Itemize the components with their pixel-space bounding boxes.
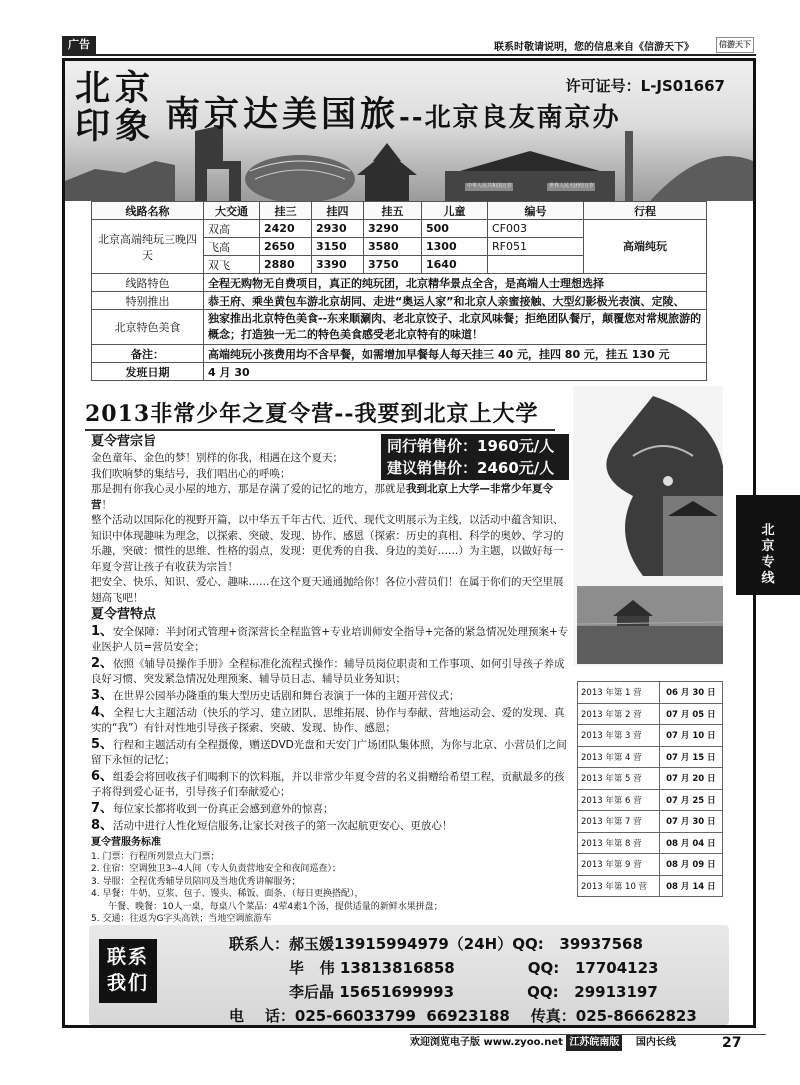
th-route: 线路名称 bbox=[92, 202, 204, 220]
logo-char: 印 bbox=[75, 106, 111, 147]
footer-section: 国内长线 bbox=[635, 1037, 676, 1048]
date-label: 2013 年第 4 营 bbox=[578, 746, 660, 768]
food-label: 北京特色美食 bbox=[92, 310, 204, 345]
contact-tag-line-1: 联系 bbox=[106, 946, 149, 968]
tab-char: 北 bbox=[761, 523, 775, 538]
list-item: 4. 早餐：牛奶、豆浆、包子、馒头、稀饭、面条、（每日更换搭配）， bbox=[91, 889, 364, 899]
camp-title: 2013非常少年之夏令营--我要到北京上大学 bbox=[85, 397, 539, 428]
cell-transport: 飞高 bbox=[204, 238, 260, 256]
date-label: 2013 年第 10 营 bbox=[578, 875, 660, 897]
th-g5: 挂五 bbox=[364, 202, 422, 220]
date-label: 2013 年第 9 营 bbox=[578, 854, 660, 876]
item-number: 5、 bbox=[91, 737, 114, 752]
item-number: 8、 bbox=[91, 818, 114, 833]
list-item bbox=[91, 818, 571, 834]
list-item bbox=[91, 737, 571, 768]
date-label: 发班日期 bbox=[92, 363, 204, 381]
camp-aim-section bbox=[91, 433, 571, 606]
table-row bbox=[578, 682, 723, 704]
date-value: 07 月 30 日 bbox=[659, 811, 722, 833]
tour-price-table bbox=[91, 201, 707, 381]
table-row bbox=[578, 811, 723, 833]
date-label: 2013 年第 7 营 bbox=[578, 811, 660, 833]
contact-note: 联系时敬请说明，您的信息来自《信游天下》 bbox=[494, 42, 694, 53]
cell-g4: 3150 bbox=[312, 238, 364, 256]
footer-browse: 欢迎浏览电子版 www.zyoo.net bbox=[410, 1037, 563, 1048]
aim-line-2: 我们吹响梦的集结号，我们唱出心的呼唤； bbox=[91, 467, 291, 480]
date-value: 07 月 25 日 bbox=[659, 789, 722, 811]
cell-g4: 2930 bbox=[312, 220, 364, 238]
item-text: 每位家长都将收到一份真正会感到意外的惊喜； bbox=[113, 803, 334, 815]
date-label: 2013 年第 3 营 bbox=[578, 725, 660, 747]
aim-paragraph-3: 把安全、快乐、知识、爱心、趣味……在这个夏天通通抛给你！各位小营员们！在属于你们的天空里展翅高飞吧！ bbox=[91, 576, 564, 604]
cell-g3: 2650 bbox=[260, 238, 312, 256]
features-label: 线路特色 bbox=[92, 274, 204, 292]
date-value: 08 月 04 日 bbox=[659, 832, 722, 854]
contact-row-2: 毕 伟 13813816858 QQ: 17704123 bbox=[289, 959, 659, 977]
cell-code bbox=[488, 256, 584, 274]
list-item: 2. 住宿：空调独卫3--4人间（专人负责营地安全和夜间巡查）； bbox=[91, 864, 341, 874]
date-value: 08 月 14 日 bbox=[659, 875, 722, 897]
date-value: 07 月 15 日 bbox=[659, 746, 722, 768]
table-row bbox=[92, 274, 707, 292]
top-strip bbox=[62, 36, 756, 56]
table-header-row bbox=[92, 202, 707, 220]
page-footer bbox=[410, 1034, 766, 1054]
item-number: 2、 bbox=[91, 656, 114, 671]
th-itinerary: 行程 bbox=[584, 202, 707, 220]
peer-price-label: 同行销售价： bbox=[387, 437, 478, 455]
item-number: 7、 bbox=[91, 801, 114, 816]
peer-price-value: 1960元/人 bbox=[477, 437, 555, 455]
table-row bbox=[92, 220, 707, 238]
agency-tail: --北京良友南京办 bbox=[399, 103, 621, 133]
service-title: 夏令营服务标准 bbox=[91, 837, 161, 848]
aim-paragraph-2: 整个活动以国际化的视野开篇，以中华五千年古代、近代、现代文明展示为主线，以活动中蕴含知识、知识中体现趣味为理念，以探索、突破、发现、协作、感恩（探索：历史的真相、科学的奥妙、学习的乐趣，突破：惯性的思维、性格的弱点，发现：更优秀的自我、身边的美好……）为主题，以做好每一年夏令营让孩子有收获为宗旨！ bbox=[91, 514, 564, 573]
table-row bbox=[578, 875, 723, 897]
features-text: 全程无购物无自费项目，真正的纯玩团，北京精华景点全含，是高端人士理想选择 bbox=[204, 274, 707, 292]
date-label: 2013 年第 6 营 bbox=[578, 789, 660, 811]
list-item bbox=[91, 688, 571, 704]
logo-char: 北 bbox=[75, 68, 111, 109]
cell-transport: 双飞 bbox=[204, 256, 260, 274]
aim-title: 夏令营宗旨 bbox=[91, 434, 157, 449]
list-item bbox=[91, 769, 571, 800]
table-row bbox=[92, 363, 707, 381]
beijing-impression-logo bbox=[75, 68, 157, 151]
th-g4: 挂四 bbox=[312, 202, 364, 220]
table-row bbox=[578, 832, 723, 854]
item-number: 6、 bbox=[91, 769, 114, 784]
special-label: 特别推出 bbox=[92, 292, 204, 310]
table-row bbox=[578, 789, 723, 811]
special-text: 恭王府、乘坐黄包车游北京胡同、走进“奥运人家”和北京人亲蜜接触、大型幻影极光表演、定陵、 bbox=[204, 292, 707, 310]
license-number: 许可证号：L-JS01667 bbox=[565, 77, 725, 95]
contact-row-3: 李后晶 15651699993 QQ: 29913197 bbox=[289, 983, 658, 1001]
suggested-price-value: 2460元/人 bbox=[477, 459, 555, 477]
aim-line-3a: 那是拥有你我心灵小屋的地方，那是存满了爱的记忆的地方，那就是 bbox=[91, 483, 406, 495]
date-value: 07 月 10 日 bbox=[659, 725, 722, 747]
page-number: 27 bbox=[722, 1035, 742, 1051]
gate-sign-left: 中华人民共和国万岁 bbox=[467, 183, 513, 189]
cell-child: 500 bbox=[422, 220, 488, 238]
route-name: 北京高端纯玩三晚四天 bbox=[92, 220, 204, 274]
contact-row-1: 联系人：郝玉媛13915994979（24H）QQ: 39937568 bbox=[229, 935, 643, 953]
cell-child: 1640 bbox=[422, 256, 488, 274]
logo-char: 京 bbox=[115, 68, 151, 109]
aim-line-3b: 我到北京上大学—非常少年夏令营 bbox=[91, 483, 553, 511]
note-label: 备注： bbox=[92, 345, 204, 363]
th-g3: 挂三 bbox=[260, 202, 312, 220]
item-text: 全程七大主题活动（快乐的学习、建立团队、思维拓展、协作与奉献、营地运动会、爱的发现、真实的“我”）有针对性地引导孩子探索、突破、发现、协作、感恩； bbox=[91, 707, 565, 734]
item-text: 活动中进行人性化短信服务,让家长对孩子的第一次起航更安心、更放心！ bbox=[113, 820, 453, 832]
camp-dates-table bbox=[577, 681, 723, 897]
item-text: 组委会将回收孩子们喝剩下的饮料瓶，并以非常少年夏令营的名义捐赠给希望工程，贡献最多的孩子将得到爱心证书，引导孩子们奉献爱心； bbox=[91, 771, 565, 798]
th-code: 编号 bbox=[488, 202, 584, 220]
logo-char: 象 bbox=[115, 106, 151, 147]
aim-line-1: 金色童年、金色的梦！别样的你我，相遇在这个夏天； bbox=[91, 452, 343, 464]
item-text: 行程和主题活动有全程摄像，赠送DVD光盘和天安门广场团队集体照，为你与北京、小营员们之间留下永恒的记忆； bbox=[91, 739, 567, 766]
magazine-logo: 信游天下 bbox=[716, 37, 754, 53]
features-list bbox=[91, 624, 571, 834]
cell-code: CF003 bbox=[488, 220, 584, 238]
th-transport: 大交通 bbox=[204, 202, 260, 220]
list-item bbox=[91, 705, 571, 736]
ad-frame bbox=[62, 58, 756, 1028]
cell-g4: 3390 bbox=[312, 256, 364, 274]
contact-tag-line-2: 我们 bbox=[106, 972, 149, 994]
item-number: 1、 bbox=[91, 624, 114, 639]
cell-g3: 2880 bbox=[260, 256, 312, 274]
date-label: 2013 年第 8 营 bbox=[578, 832, 660, 854]
list-item: 午餐、晚餐：10人一桌，每桌八个菜品：4荤4素1个汤，提供适量的新鲜水果拼盘； bbox=[91, 901, 443, 912]
banner bbox=[65, 61, 753, 201]
contact-us-tag bbox=[99, 939, 157, 1003]
th-child: 儿童 bbox=[422, 202, 488, 220]
table-row bbox=[578, 725, 723, 747]
cell-child: 1300 bbox=[422, 238, 488, 256]
cell-g5: 3290 bbox=[364, 220, 422, 238]
agency-main: 南京达美国旅 bbox=[165, 94, 400, 135]
list-item: 3. 导服：全程优秀辅导员陪同及当地优秀讲解服务； bbox=[91, 876, 301, 887]
date-label: 2013 年第 5 营 bbox=[578, 768, 660, 790]
date-label: 2013 年第 2 营 bbox=[578, 703, 660, 725]
contact-row-4: 电 话：025-66033799 66923188 传真：025-86662823 bbox=[229, 1007, 697, 1025]
ad-tag: 广告 bbox=[62, 36, 96, 54]
gate-sign-right: 世界人民大团结万岁 bbox=[549, 183, 595, 189]
camp-photo-collage bbox=[573, 386, 723, 666]
table-row bbox=[578, 768, 723, 790]
table-row bbox=[92, 292, 707, 310]
table-row bbox=[578, 854, 723, 876]
date-label: 2013 年第 1 营 bbox=[578, 682, 660, 704]
aim-line-3 bbox=[91, 482, 571, 513]
contact-block bbox=[89, 925, 729, 1025]
suggested-price-label: 建议销售价： bbox=[387, 459, 478, 477]
date-value: 07 月 05 日 bbox=[659, 703, 722, 725]
date-text: 4 月 30 bbox=[204, 363, 707, 381]
beijing-line-tab bbox=[736, 495, 800, 595]
tab-char: 京 bbox=[761, 539, 775, 554]
list-item: 5. 交通：往返为G字头高铁；当地空调旅游车 bbox=[91, 914, 272, 924]
table-row bbox=[92, 345, 707, 363]
table-row bbox=[92, 310, 707, 345]
note-text: 高端纯玩小孩费用均不含早餐，如需增加早餐每人每天挂三 40 元，挂四 80 元，挂五 130 元 bbox=[204, 345, 707, 363]
cell-code: RF051 bbox=[488, 238, 584, 256]
item-text: 在世界公园举办隆重的集大型历史话剧和舞台表演于一体的主题开营仪式； bbox=[113, 690, 460, 702]
features-title: 夏令营特点 bbox=[91, 607, 157, 622]
cell-g5: 3580 bbox=[364, 238, 422, 256]
item-text: 依照《辅导员操作手册》全程标准化流程式操作：辅导员岗位职责和工作事项、如何引导孩子养成良好习惯、突发紧急情况处理预案、辅导员日志、辅导员业务知识； bbox=[91, 658, 565, 685]
list-item: 1. 门票：行程所列景点大门票； bbox=[91, 851, 220, 862]
cell-g3: 2420 bbox=[260, 220, 312, 238]
food-text: 独家推出北京特色美食--东来顺涮肉、老北京饺子、北京风味餐；拒绝团队餐厅，颠覆您对常规旅游的概念；打造独一无二的特色美食感受老北京特有的味道！ bbox=[204, 310, 707, 345]
table-row bbox=[578, 746, 723, 768]
list-item bbox=[91, 656, 571, 687]
item-text: 安全保障：半封闭式管理+资深营长全程监管+专业培训师安全指导+完备的紧急情况处理预案+专业医护人员=营员安全； bbox=[91, 626, 569, 653]
tab-char: 线 bbox=[761, 571, 775, 586]
date-value: 06 月 30 日 bbox=[659, 682, 722, 704]
list-item bbox=[91, 624, 571, 655]
cell-itinerary: 高端纯玩 bbox=[584, 220, 707, 274]
date-value: 07 月 20 日 bbox=[659, 768, 722, 790]
item-number: 3、 bbox=[91, 688, 114, 703]
table-row bbox=[578, 703, 723, 725]
aim-line-3c: ！ bbox=[101, 498, 112, 511]
cell-transport: 双高 bbox=[204, 220, 260, 238]
item-number: 4、 bbox=[91, 705, 114, 720]
service-list bbox=[91, 851, 571, 926]
cell-g5: 3750 bbox=[364, 256, 422, 274]
agency-name bbox=[165, 87, 621, 137]
camp-features-section bbox=[91, 606, 571, 926]
footer-edition: 江苏皖南版 bbox=[566, 1035, 622, 1051]
list-item bbox=[91, 801, 571, 817]
date-value: 08 月 09 日 bbox=[659, 854, 722, 876]
tab-char: 专 bbox=[761, 555, 775, 570]
